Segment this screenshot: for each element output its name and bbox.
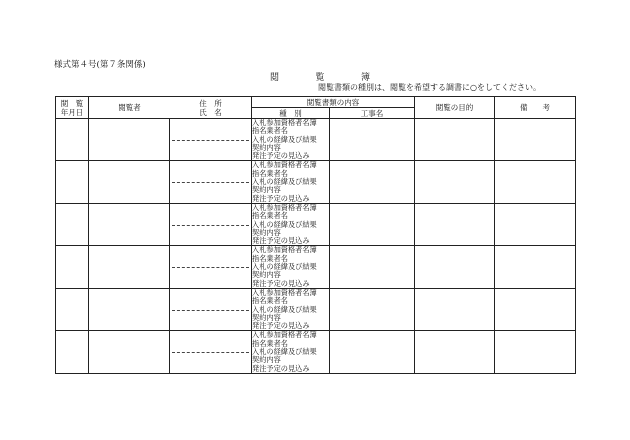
address-name-cell[interactable] [170, 161, 252, 203]
instruction-text: 閲覧書類の種別は、閲覧を希望する調書に○をしてください。 [318, 83, 541, 92]
name-label: 氏 名 [199, 107, 222, 117]
date-header: 閲 覧 年月日 [56, 97, 89, 119]
address-name-divider [172, 267, 249, 268]
document-type-option[interactable]: 指名業者名 [252, 338, 288, 348]
purpose-cell[interactable] [415, 246, 495, 288]
form-number: 様式第４号(第７条関係) [54, 60, 146, 70]
document-type-cell[interactable] [252, 161, 330, 203]
document-type-option[interactable]: 入札の経緯及び結果 [252, 177, 317, 187]
document-type-option[interactable]: 入札の経緯及び結果 [252, 262, 317, 272]
address-name-cell[interactable] [170, 288, 252, 330]
purpose-cell[interactable] [415, 119, 495, 161]
document-type-option[interactable]: 入札参加資格者名簿 [252, 245, 317, 255]
viewing-ledger-table [55, 96, 576, 374]
document-type-option[interactable]: 発注予定の見込み [252, 151, 310, 161]
document-type-option[interactable]: 入札の経緯及び結果 [252, 347, 317, 357]
viewer-cell[interactable] [89, 161, 170, 203]
date-cell[interactable] [56, 331, 89, 373]
document-type-option[interactable]: 入札参加資格者名簿 [252, 202, 317, 212]
document-type-option[interactable]: 入札参加資格者名簿 [252, 330, 317, 340]
document-type-option[interactable]: 入札の経緯及び結果 [252, 304, 317, 314]
construction-name-cell[interactable] [330, 246, 415, 288]
document-type-cell[interactable] [252, 246, 330, 288]
document-type-option[interactable]: 入札参加資格者名簿 [252, 118, 317, 127]
address-name-cell[interactable] [170, 331, 252, 373]
title-char: 覧 [315, 73, 325, 83]
date-cell[interactable] [56, 288, 89, 330]
address-name-divider [172, 352, 249, 353]
remarks-cell[interactable] [495, 246, 576, 288]
construction-name-header: 工事名 [330, 108, 415, 119]
date-cell[interactable] [56, 119, 89, 161]
table-row [56, 203, 576, 245]
date-cell[interactable] [56, 161, 89, 203]
document-type-option[interactable]: 契約内容 [252, 312, 281, 322]
document-type-option[interactable]: 契約内容 [252, 355, 281, 365]
document-type-cell[interactable] [252, 331, 330, 373]
table-row [56, 161, 576, 203]
document-type-option[interactable]: 発注予定の見込み [252, 321, 310, 331]
document-type-option[interactable]: 入札参加資格者名簿 [252, 160, 317, 170]
address-name-divider [172, 310, 249, 311]
construction-name-cell[interactable] [330, 288, 415, 330]
remarks-cell[interactable] [495, 119, 576, 161]
date-cell[interactable] [56, 246, 89, 288]
document-type-option[interactable]: 発注予定の見込み [252, 236, 310, 246]
date-cell[interactable] [56, 203, 89, 245]
remarks-cell[interactable] [495, 288, 576, 330]
purpose-cell[interactable] [415, 203, 495, 245]
viewer-cell[interactable] [89, 203, 170, 245]
remarks-cell[interactable] [495, 331, 576, 373]
document-type-option[interactable]: 発注予定の見込み [252, 193, 310, 203]
document-type-option[interactable]: 指名業者名 [252, 253, 288, 263]
purpose-cell[interactable] [415, 161, 495, 203]
purpose-header: 閲覧の目的 [415, 97, 495, 119]
table-row [56, 288, 576, 330]
document-type-option[interactable]: 契約内容 [252, 142, 281, 152]
document-type-option[interactable]: 指名業者名 [252, 126, 288, 136]
construction-name-cell[interactable] [330, 119, 415, 161]
type-header: 種 別 [252, 108, 330, 119]
document-type-option[interactable]: 入札参加資格者名簿 [252, 287, 317, 297]
table-row [56, 246, 576, 288]
address-name-cell[interactable] [170, 246, 252, 288]
document-type-cell[interactable] [252, 203, 330, 245]
remarks-header: 備 考 [495, 97, 576, 119]
viewer-cell[interactable] [89, 119, 170, 161]
document-type-option[interactable]: 指名業者名 [252, 211, 288, 221]
purpose-cell[interactable] [415, 288, 495, 330]
viewer-label: 閲覧者 [118, 103, 141, 112]
document-type-option[interactable]: 指名業者名 [252, 296, 288, 306]
document-type-cell[interactable] [252, 288, 330, 330]
viewer-header [89, 97, 252, 119]
address-name-cell[interactable] [170, 119, 252, 161]
construction-name-cell[interactable] [330, 161, 415, 203]
address-name-divider [172, 225, 249, 226]
remarks-cell[interactable] [495, 161, 576, 203]
document-type-option[interactable]: 契約内容 [252, 270, 281, 280]
content-group-header: 閲覧書類の内容 [252, 97, 415, 108]
table-row [56, 119, 576, 161]
address-name-divider [172, 182, 249, 183]
document-type-option[interactable]: 契約内容 [252, 227, 281, 237]
construction-name-cell[interactable] [330, 331, 415, 373]
viewer-cell[interactable] [89, 246, 170, 288]
remarks-cell[interactable] [495, 203, 576, 245]
address-name-divider [172, 140, 249, 141]
document-type-option[interactable]: 発注予定の見込み [252, 363, 310, 373]
ledger-body [56, 119, 576, 374]
document-type-option[interactable]: 指名業者名 [252, 168, 288, 178]
document-type-option[interactable]: 契約内容 [252, 185, 281, 195]
document-type-cell[interactable] [252, 119, 330, 161]
purpose-cell[interactable] [415, 331, 495, 373]
title-char: 簿 [360, 73, 370, 83]
table-row [56, 331, 576, 373]
viewer-cell[interactable] [89, 331, 170, 373]
address-name-cell[interactable] [170, 203, 252, 245]
title-char: 閲 [270, 73, 280, 83]
document-type-option[interactable]: 入札の経緯及び結果 [252, 134, 317, 144]
document-type-option[interactable]: 入札の経緯及び結果 [252, 219, 317, 229]
address-label: 住 所 [199, 98, 222, 108]
document-type-option[interactable]: 発注予定の見込み [252, 278, 310, 288]
viewer-cell[interactable] [89, 288, 170, 330]
construction-name-cell[interactable] [330, 203, 415, 245]
